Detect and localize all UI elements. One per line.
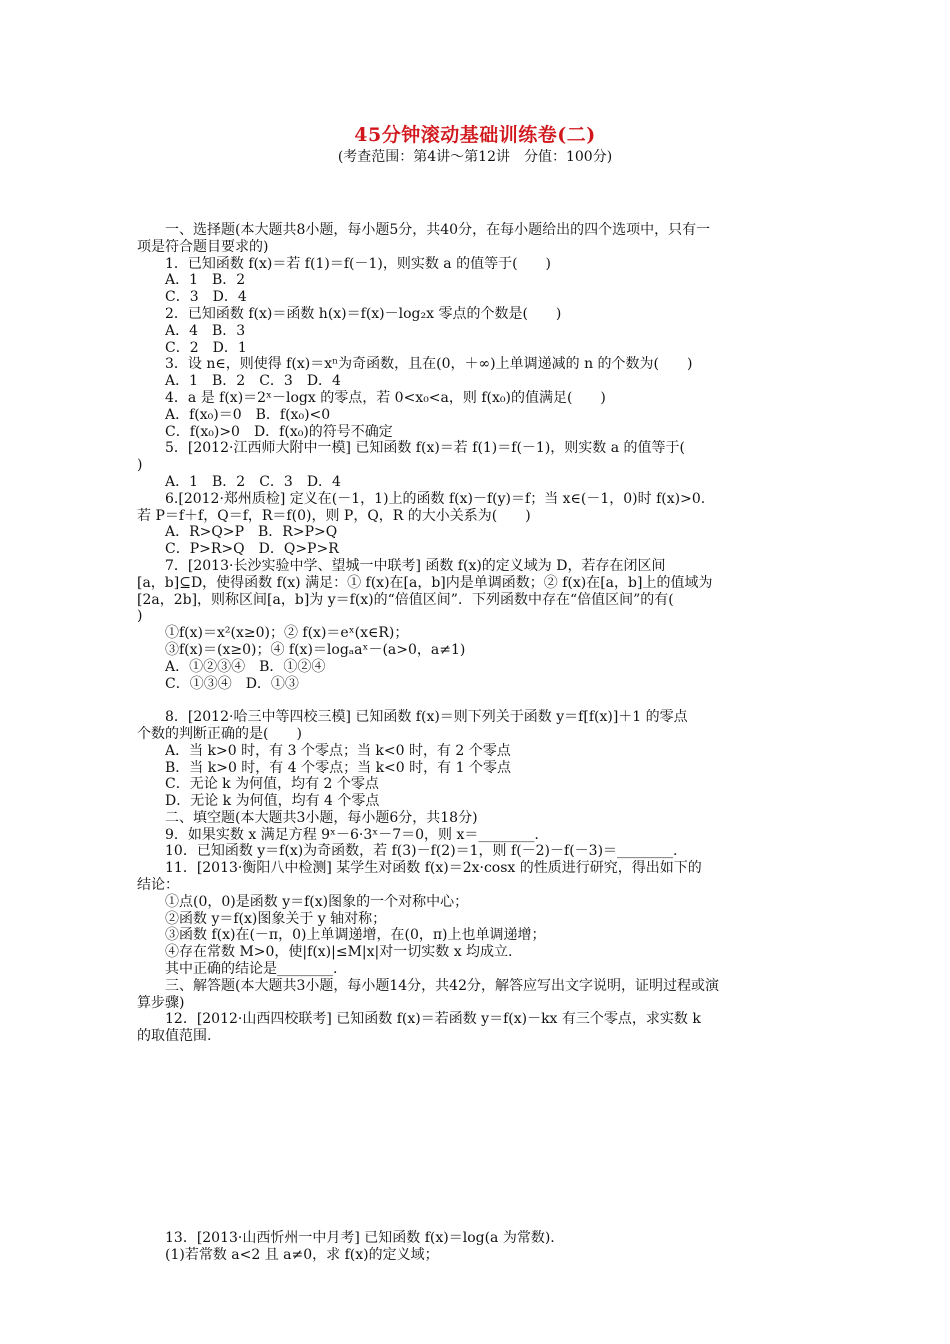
text-line: A．4 B．3 [137,322,246,339]
blank-line [137,1146,817,1163]
text-line: 个数的判断正确的是( ) [137,725,302,742]
blank-line [137,1045,817,1062]
text-line: 4．a 是 f(x)＝2ˣ－logx 的零点，若 0<x₀<a，则 f(x₀)的值满足( ) [137,389,606,406]
text-line: 三、解答题(本大题共3小题，每小题14分，共42分，解答应写出文字说明，证明过程或演 [137,977,719,994]
text-line: ①f(x)＝x²(x≥0)；② f(x)＝eˣ(x∈R)； [137,625,409,642]
text-line: C．无论 k 为何值，均有 2 个零点 [137,776,379,793]
text-line: [2a，2b]，则称区间[a，b]为 y＝f(x)的“倍值区间”．下列函数中存在“倍值区间”的有( [137,591,674,608]
text-line: ) [137,457,143,474]
blank-line [137,1163,817,1180]
text-line: 10．已知函数 y＝f(x)为奇函数，若 f(3)－f(2)＝1，则 f(－2)－f(－3)＝________. [137,843,678,860]
page-subtitle: (考查范围：第4讲～第12讲 分值：100分) [337,149,613,165]
text-line: 11．[2013·衡阳八中检测] 某学生对函数 f(x)＝2x·cosx 的性质进行研究，得出如下的 [137,860,702,877]
blank-line [137,1079,817,1096]
text-line: 项是符合题目要求的) [137,238,269,255]
text-line: 7．[2013·长沙实验中学、望城一中联考] 函数 f(x)的定义域为 D，若存在闭区间 [137,557,666,574]
text-line: 3．设 n∈，则使得 f(x)＝xⁿ为奇函数，且在(0，＋∞)上单调递减的 n 的个数为( ) [137,356,693,373]
text-line: D．无论 k 为何值，均有 4 个零点 [137,793,380,810]
blank-line [137,1179,817,1196]
text-line: A．f(x₀)＝0 B．f(x₀)<0 [137,406,331,423]
blank-line [137,1095,817,1112]
text-line: 6.[2012·郑州质检] 定义在(－1，1)上的函数 f(x)－f(y)＝f；当 x∈(－1，0)时 f(x)>0. [137,490,706,507]
text-line: 9．如果实数 x 满足方程 9ˣ－6·3ˣ－7＝0，则 x＝________. [137,826,539,843]
blank-line [137,1062,817,1079]
text-line: [a，b]⊆D，使得函数 f(x) 满足：① f(x)在[a，b]内是单调函数；② f(x)在[a，b]上的值域为 [137,574,713,591]
text-line: A．1 B．2 C．3 D．4 [137,373,341,390]
text-line: A．①②③④ B．①②④ [137,658,326,675]
text-line: ④存在常数 M>0，使|f(x)|≤M|x|对一切实数 x 均成立. [137,944,513,961]
text-line: ③函数 f(x)在(－π，0)上单调递增，在(0，π)上也单调递增； [137,927,546,944]
text-line: A．当 k>0 时，有 3 个零点；当 k<0 时，有 2 个零点 [137,742,511,759]
text-line: C．2 D．1 [137,339,247,356]
text-line: ) [137,608,143,625]
text-line: 8．[2012·哈三中等四校三模] 已知函数 f(x)＝则下列关于函数 y＝f[f(x)]＋1 的零点 [137,709,688,726]
text-line: C．3 D．4 [137,289,247,306]
text-line: C．f(x₀)>0 D．f(x₀)的符号不确定 [137,423,393,440]
blank-line [137,1213,817,1230]
text-line: 12．[2012·山西四校联考] 已知函数 f(x)＝若函数 y＝f(x)－kx 有三个零点，求实数 k [137,1011,701,1028]
document-body [137,222,817,1263]
text-line: 13．[2013·山西忻州一中月考] 已知函数 f(x)＝log(a 为常数). [137,1229,555,1246]
text-line: ③f(x)＝(x≥0)；④ f(x)＝logₐaˣ－(a>0，a≠1) [137,641,466,658]
text-line: 二、填空题(本大题共3小题，每小题6分，共18分) [137,809,478,826]
blank-line [137,1112,817,1129]
text-line: 1．已知函数 f(x)＝若 f(1)＝f(－1)，则实数 a 的值等于( ) [137,255,552,272]
blank-line [137,1196,817,1213]
text-line: A．R>Q>P B．R>P>Q [137,524,338,541]
text-line: 若 P＝f＋f，Q＝f，R＝f(0)，则 P，Q，R 的大小关系为( ) [137,507,531,524]
text-line: C．①③④ D．①③ [137,675,299,692]
text-line: B．当 k>0 时，有 4 个零点；当 k<0 时，有 1 个零点 [137,759,511,776]
text-line: A．1 B．2 C．3 D．4 [137,473,341,490]
text-line: 结论： [137,877,179,894]
text-line: A．1 B．2 [137,272,246,289]
text-line: 其中正确的结论是________. [137,961,338,978]
text-line: C．P>R>Q D．Q>P>R [137,541,339,558]
text-line: (1)若常数 a<2 且 a≠0，求 f(x)的定义域； [137,1246,439,1263]
text-line: 5．[2012·江西师大附中一模] 已知函数 f(x)＝若 f(1)＝f(－1)，则实数 a 的值等于( [137,440,685,457]
blank-line [137,1129,817,1146]
text-line: 2．已知函数 f(x)＝函数 h(x)＝f(x)－log₂x 零点的个数是( ) [137,305,562,322]
text-line: 一、选择题(本大题共8小题，每小题5分，共40分，在每小题给出的四个选项中，只有一 [137,222,711,238]
text-line: ①点(0，0)是函数 y＝f(x)图象的一个对称中心； [137,893,469,910]
blank-line [137,692,817,709]
text-line: ②函数 y＝f(x)图象关于 y 轴对称； [137,910,387,927]
page-title: 45分钟滚动基础训练卷(二) [354,124,596,146]
text-line: 的取值范围. [137,1028,212,1045]
text-line: 算步骤) [137,994,185,1011]
